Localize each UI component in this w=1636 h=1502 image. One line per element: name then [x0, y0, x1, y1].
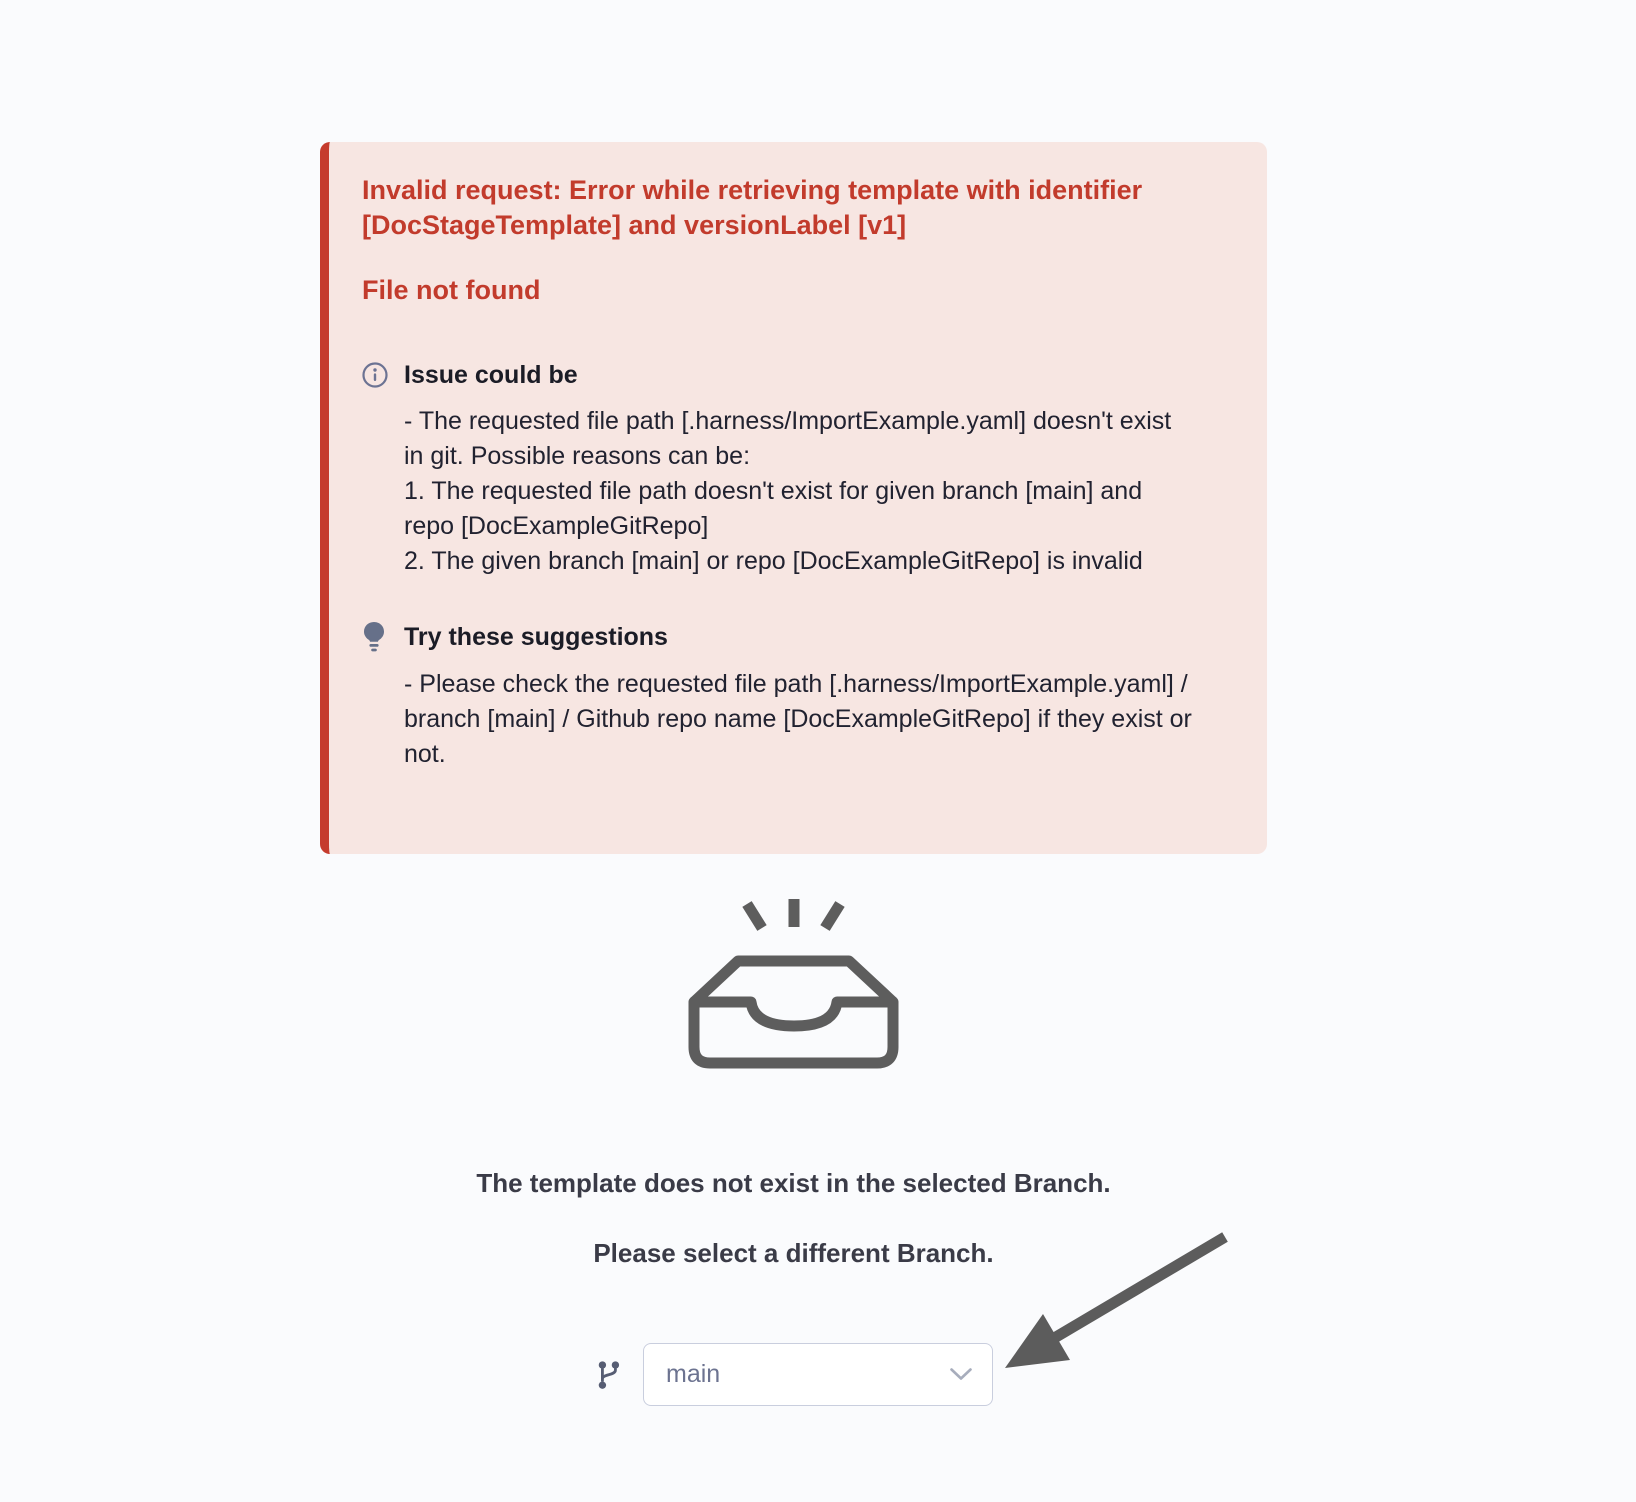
info-icon	[362, 362, 404, 388]
branch-select[interactable]	[643, 1343, 993, 1406]
issue-line: 2. The given branch [main] or repo [DocExampleGitRepo] is invalid	[404, 547, 1143, 575]
git-branch-icon	[597, 1358, 623, 1397]
suggestion-line: - Please check the requested file path [.harness/ImportExample.yaml] / branch [main] / Github repo name [DocExampleGitRepo] if they exist or not.	[404, 670, 1192, 768]
issue-body	[404, 404, 1194, 579]
suggestions-section	[362, 621, 1203, 772]
issue-section	[362, 360, 1203, 579]
suggestions-section-header	[362, 621, 1203, 653]
empty-state-instruction: Please select a different Branch.	[593, 1238, 994, 1268]
issue-line: - The requested file path [.harness/ImportExample.yaml] doesn't exist in git. Possible reasons can be:	[404, 407, 1172, 470]
empty-state-message: The template does not exist in the selected Branch.	[476, 1168, 1111, 1198]
chevron-down-icon[interactable]	[950, 1368, 972, 1381]
issue-heading: Issue could be	[404, 361, 578, 389]
issue-section-header	[362, 360, 1203, 390]
error-title: Invalid request: Error while retrieving template with identifier [DocStageTemplate] and versionLabel [v1]	[362, 175, 1143, 240]
empty-inbox-icon	[688, 889, 900, 1078]
error-subtitle: File not found	[362, 275, 541, 305]
error-banner	[320, 142, 1267, 854]
branch-select-value: main	[666, 1360, 721, 1388]
lightbulb-icon	[362, 621, 404, 653]
annotation-arrow-icon	[990, 1225, 1240, 1385]
suggestions-body	[404, 667, 1194, 772]
suggestions-heading: Try these suggestions	[404, 623, 668, 651]
issue-line: 1. The requested file path doesn't exist for given branch [main] and repo [DocExampleGitRepo]	[404, 477, 1143, 540]
